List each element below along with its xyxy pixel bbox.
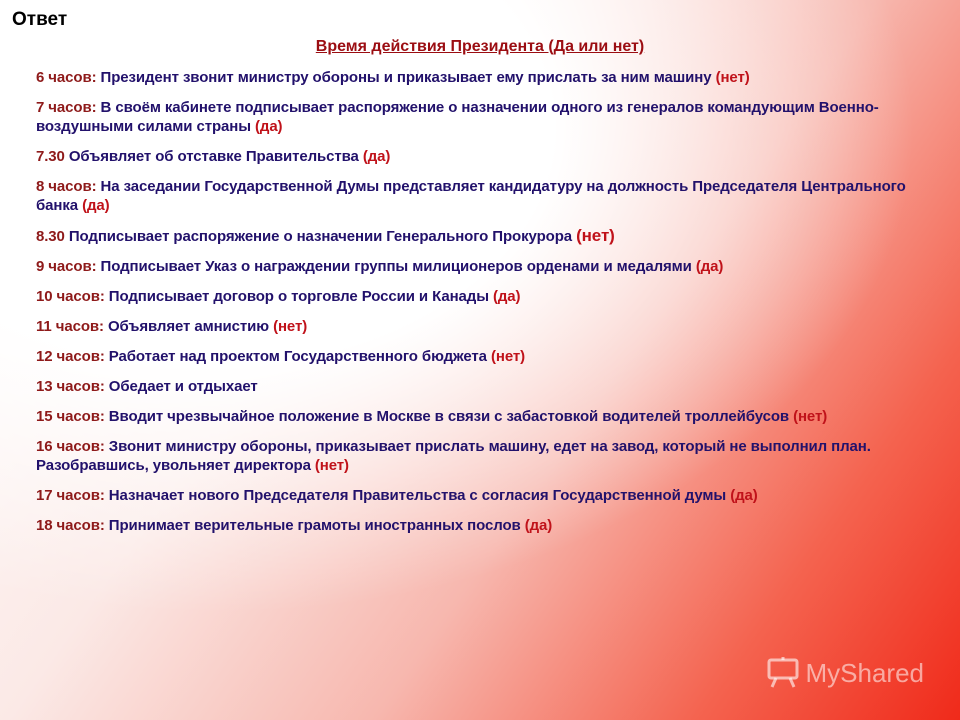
- item-time: 7.30: [36, 148, 65, 165]
- list-item: [36, 68, 946, 87]
- item-answer: (да): [524, 517, 553, 534]
- item-text: Объявляет об отставке Правительства: [64, 148, 363, 165]
- item-text: Работает над проектом Государственного бюджета: [104, 348, 491, 365]
- item-answer: (да): [492, 288, 521, 305]
- list-item: [36, 257, 946, 276]
- list-item: [36, 516, 946, 535]
- schedule-list: [36, 68, 946, 546]
- item-answer: (да): [82, 197, 110, 214]
- list-item: [36, 347, 946, 366]
- item-answer: (нет): [314, 457, 349, 474]
- list-item: [36, 147, 946, 166]
- item-time: 16 часов:: [36, 438, 105, 455]
- item-text: Вводит чрезвычайное положение в Москве в связи с забастовкой водителей троллейбусов: [104, 408, 794, 425]
- item-text: Назначает нового Председателя Правительства с согласия Государственной думы: [104, 487, 731, 504]
- item-answer: (нет): [273, 318, 308, 335]
- slide-title: Ответ: [12, 9, 68, 30]
- list-item: [36, 407, 946, 426]
- item-time: 9 часов:: [36, 258, 97, 275]
- list-item: [36, 226, 946, 246]
- list-item: [36, 98, 946, 136]
- item-text: Звонит министру обороны, приказывает прислать машину, едет на завод, который не выполнил план. Разобравшись, увольняет директора: [36, 438, 871, 474]
- item-text: Принимает верительные грамоты иностранных послов: [104, 517, 525, 534]
- item-time: 11 часов:: [36, 318, 104, 335]
- watermark: [766, 656, 925, 690]
- item-answer: (нет): [793, 408, 828, 425]
- item-text: Подписывает распоряжение о назначении Генерального Прокурора: [64, 228, 577, 245]
- item-text: На заседании Государственной Думы представляет кандидатуру на должность Председателя Центрального банка: [36, 178, 906, 214]
- item-answer: (да): [362, 148, 391, 165]
- item-time: 12 часов:: [36, 348, 105, 365]
- item-answer: (нет): [715, 69, 750, 86]
- list-item: [36, 317, 946, 336]
- item-text: Президент звонит министру обороны и приказывает ему прислать за ним машину: [96, 69, 716, 86]
- list-item: [36, 437, 946, 475]
- item-time: 17 часов:: [36, 487, 105, 504]
- watermark-text: MyShared: [805, 657, 924, 688]
- item-text: Объявляет амнистию: [103, 318, 274, 335]
- list-item: [36, 486, 946, 505]
- item-time: 18 часов:: [36, 517, 105, 534]
- list-item: [36, 177, 946, 215]
- item-time: 10 часов:: [36, 288, 105, 305]
- item-answer: (нет): [490, 348, 526, 365]
- item-answer: (да): [730, 487, 758, 504]
- item-time: 13 часов:: [36, 378, 105, 395]
- subtitle: Время действия Президента (Да или нет): [315, 38, 645, 55]
- item-time: 8 часов:: [36, 178, 97, 195]
- item-answer: (нет): [576, 226, 615, 245]
- item-answer: (да): [695, 258, 724, 275]
- item-time: 6 часов:: [36, 69, 97, 86]
- list-item: [36, 377, 946, 396]
- item-text: В своём кабинете подписывает распоряжение о назначении одного из генералов командующим Военно-воздушными силами страны: [36, 99, 879, 135]
- list-item: [36, 287, 946, 306]
- item-text: Подписывает Указ о награждении группы милиционеров орденами и медалями: [96, 258, 696, 275]
- item-text: Обедает и отдыхает: [104, 378, 258, 395]
- item-time: 8.30: [36, 228, 65, 245]
- item-time: 15 часов:: [36, 408, 105, 425]
- item-time: 7 часов:: [36, 99, 97, 116]
- presentation-board-icon: [766, 656, 800, 690]
- item-text: Подписывает договор о торговле России и Канады: [104, 288, 493, 305]
- item-answer: (да): [255, 118, 283, 135]
